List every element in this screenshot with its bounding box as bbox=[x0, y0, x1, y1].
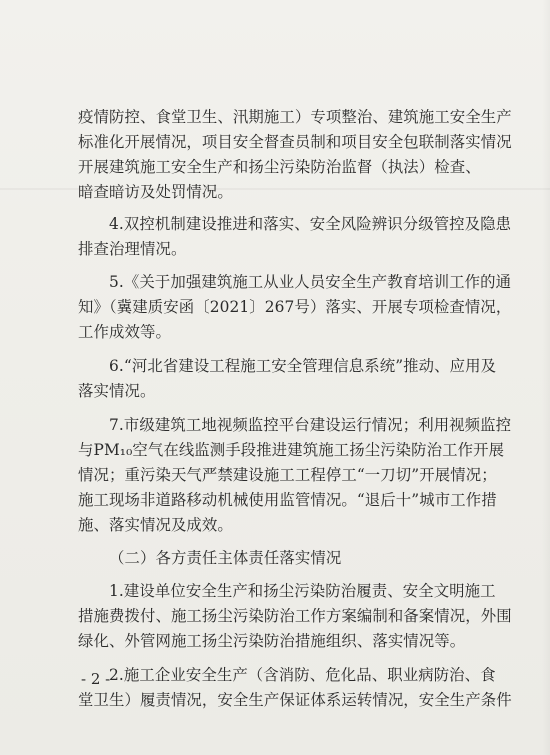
document-line: 4.双控机制建设推进和落实、安全风险辨识分级管控及隐患 bbox=[109, 215, 512, 233]
document-line: 6.“河北省建设工程施工安全管理信息系统”推动、应用及 bbox=[109, 357, 497, 375]
document-line: 落实情况。 bbox=[78, 382, 156, 400]
document-line: 知》（冀建质安函〔2021〕267号）落实、开展专项检查情况， bbox=[78, 298, 512, 316]
document-line: 堂卫生）履责情况，安全生产保证体系运转情况，安全生产条件 bbox=[78, 691, 512, 709]
document-line: 施、落实情况及成效。 bbox=[78, 516, 233, 534]
document-line: 开展建筑施工安全生产和扬尘污染防治监督（执法）检查、 bbox=[78, 158, 481, 176]
document-line: 措施费拨付、施工扬尘污染防治工作方案编制和备案情况，外围 bbox=[78, 607, 512, 625]
document-line: 2.施工企业安全生产（含消防、危化品、职业病防治、食 bbox=[109, 666, 496, 684]
document-line: 排查治理情况。 bbox=[78, 240, 187, 258]
document-line: 7.市级建筑工地视频监控平台建设运行情况；利用视频监控 bbox=[109, 416, 512, 434]
section-heading: （二）各方责任主体责任落实情况 bbox=[109, 549, 342, 567]
document-line: 施工现场非道路移动机械使用监管情况。“退后十”城市工作措 bbox=[78, 491, 497, 509]
page-number: - 2 - bbox=[81, 670, 111, 688]
scan-edge-shadow bbox=[542, 0, 550, 755]
document-line: 5.《关于加强建筑施工从业人员安全生产教育培训工作的通 bbox=[109, 273, 512, 291]
document-line: 情况；重污染天气严禁建设施工工程停工“一刀切”开展情况； bbox=[78, 466, 497, 484]
document-body-text bbox=[78, 105, 512, 713]
document-line: 绿化、外管网施工扬尘污染防治措施组织、落实情况等。 bbox=[78, 632, 466, 650]
document-line: 疫情防控、食堂卫生、汛期施工）专项整治、建筑施工安全生产 bbox=[78, 108, 512, 126]
document-line: 暗查暗访及处罚情况。 bbox=[78, 183, 233, 201]
document-line: 与PM₁₀空气在线监测手段推进建筑施工扬尘污染防治工作开展 bbox=[78, 441, 505, 459]
document-line: 1.建设单位安全生产和扬尘污染防治履责、安全文明施工 bbox=[109, 582, 496, 600]
document-line: 标准化开展情况，项目安全督查员制和项目安全包联制落实情况 bbox=[78, 133, 512, 151]
document-line: 工作成效等。 bbox=[78, 323, 171, 341]
